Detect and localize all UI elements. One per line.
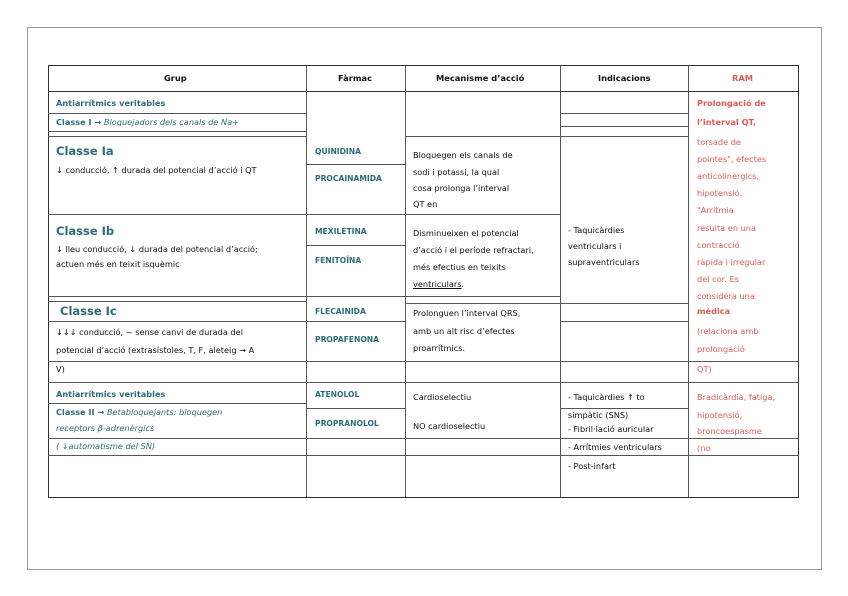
row-line (48, 296, 306, 297)
indication-1-line-3: supraventriculars (568, 257, 640, 267)
mechanism-1b-line-2: d’acció i el període refractari, (413, 245, 534, 255)
row-line (48, 131, 306, 132)
indication-2-line-2: simpàtic (SNS) (568, 410, 629, 420)
mechanism-1b-line-1: Disminueixen el potencial (413, 228, 519, 238)
row-line (405, 136, 560, 137)
row-line (306, 296, 405, 297)
row-line (560, 303, 688, 304)
class-1c-desc-2: potencial d’acció (extrasístoles, T, F, aleteig → A (56, 345, 255, 355)
mechanism-1a-line-1: Bloquegen els canals de (413, 150, 513, 160)
mechanism-1c-line-1: Prolonguen l’interval QRS, (413, 308, 521, 318)
mechanism-atenolol: Cardioselectiu (413, 392, 472, 402)
header-farmac: Fàrmac (338, 73, 373, 83)
drug-quinidina: QUINIDINA (315, 147, 361, 156)
row-line (405, 296, 560, 297)
row-line (48, 403, 306, 404)
ram-line-5: anticolinèrgics, (697, 171, 760, 181)
class-1b-desc-1: ↓ lleu conducció, ↓ durada del potencial d’acció; (56, 244, 258, 254)
mechanism-1c-line-3: proarrítmics. (413, 343, 466, 353)
indication-2-line-4: - Arrítmies ventriculars (568, 442, 662, 452)
drug-propafenona: PROPAFENONA (315, 335, 380, 344)
row-line (48, 382, 799, 383)
table-border-right (798, 65, 799, 497)
ram-line-9: contracció (697, 240, 740, 250)
class-1a-desc: ↓ conducció, ↑ durada del potencial d’acció i QT (56, 165, 257, 175)
row-line (560, 136, 688, 137)
ram-line-14: (relaciona amb (697, 326, 759, 336)
table-border-bottom (48, 497, 799, 498)
row-line (306, 214, 405, 215)
class-1-desc: Bloquejadors dels canals de Na+ (103, 117, 240, 127)
mechanism-1b-period: . (461, 279, 465, 289)
ram-line-4: pointes", efectes (697, 154, 767, 164)
row-line (48, 455, 799, 456)
mechanism-1b-line-4 (413, 279, 464, 290)
row-line (560, 113, 688, 114)
mechanism-1a-line-2: sodi i potassi, la qual (413, 167, 500, 177)
ram-line-6: hipotensió. (697, 188, 743, 198)
row-line (48, 301, 306, 302)
indication-1-line-2: ventriculars i (568, 241, 622, 251)
row-line (306, 164, 405, 165)
mechanism-1b-line-3: més efectius en teixits (413, 262, 506, 272)
mechanism-1b-underlined: ventriculars (413, 279, 462, 289)
ram-line-1: Prolongació de (697, 98, 766, 108)
ram-line-7: "Arrítmia (697, 205, 734, 215)
header-mecanisme: Mecanisme d’acció (436, 73, 525, 83)
ram-line-3: torsade de (697, 137, 741, 147)
ram-line-12: considera una (697, 291, 755, 301)
class-1a-title: Classe Ia (56, 144, 114, 158)
ram-line-15: prolongació (697, 344, 745, 354)
row-line (48, 113, 306, 114)
drug-mexiletina: MEXILETINA (315, 227, 367, 236)
ram-line-2: l’interval QT, (697, 117, 757, 127)
row-line (306, 245, 405, 246)
class-2-row (56, 407, 222, 418)
row-line (48, 136, 306, 137)
class-2-desc-1: Betabloquejants: bloquegen (106, 407, 223, 417)
ram-line-18: hipotensió, (697, 410, 743, 420)
row-line (48, 321, 306, 322)
drug-propranolol: PROPRANOLOL (315, 419, 379, 428)
row-line (306, 321, 405, 322)
col-divider-3 (560, 65, 561, 497)
class-1-label: Classe I → (56, 117, 102, 127)
mechanism-1a-line-3: cosa prolonga l’interval (413, 183, 510, 193)
class-1c-desc-3: V) (56, 364, 65, 374)
mechanism-propranolol: NO cardioselectiu (413, 421, 486, 431)
class-2-desc-2: receptors β-adrenèrgics (56, 423, 155, 433)
row-line (48, 361, 799, 362)
indication-1-line-1: - Taquicàrdies (568, 225, 625, 235)
ram-line-16: QT) (697, 364, 712, 374)
indication-2-line-5: - Post-infart (568, 461, 616, 471)
class-1b-desc-2: actuen més en teixit isquèmic (56, 259, 180, 269)
class-1c-desc-1: ↓↓↓ conducció, ~ sense canvi de durada del (56, 327, 243, 337)
row-line (560, 321, 688, 322)
class-2-desc-3: ( ↓automatisme del SN) (56, 441, 156, 451)
drug-atenolol: ATENOLOL (315, 390, 360, 399)
group-antiarrhythmics-2: Antiarrítmics veritables (56, 389, 166, 399)
indication-2-line-3: - Fibril·lació auricular (568, 424, 654, 434)
header-grup: Grup (164, 73, 187, 83)
mechanism-1a-line-4: QT en (413, 199, 438, 209)
class-1c-title: Classe Ic (60, 304, 117, 318)
header-bottom-line (48, 91, 799, 92)
class-2-label: Classe II → (56, 407, 105, 417)
ram-line-19: broncoespasme (697, 426, 762, 436)
row-line (48, 438, 799, 439)
table-border-top (48, 65, 799, 66)
row-line (48, 214, 306, 215)
ram-line-20: (no (697, 443, 711, 453)
drug-procainamida: PROCAINAMIDA (315, 174, 382, 183)
ram-line-13: mèdica (697, 306, 731, 316)
row-line (560, 126, 688, 127)
class-1-row (56, 117, 239, 128)
header-indicacions: Indicacions (598, 73, 651, 83)
row-line (560, 408, 688, 409)
indication-2-line-1: - Taquicàrdies ↑ to (568, 392, 645, 402)
header-ram: RAM (732, 73, 754, 83)
col-divider-4 (688, 65, 689, 497)
mechanism-1c-line-2: amb un alt risc d’efectes (413, 326, 515, 336)
table-border-left (48, 65, 49, 497)
drug-fenitoina: FENITOÏNA (315, 256, 362, 265)
ram-line-17: Bradicàrdia, fatiga, (697, 392, 776, 402)
col-divider-2 (405, 65, 406, 497)
ram-line-8: resulta en una (697, 223, 757, 233)
ram-line-11: del cor. Es (697, 274, 739, 284)
row-line (306, 408, 405, 409)
drug-flecainida: FLECAINIDA (315, 307, 366, 316)
row-line (405, 303, 560, 304)
group-antiarrhythmics-1: Antiarrítmics veritables (56, 98, 166, 108)
col-divider-1 (306, 65, 307, 497)
class-1b-title: Classe Ib (56, 224, 115, 238)
ram-line-10: ràpida i irregular (697, 257, 766, 267)
row-line (405, 214, 560, 215)
